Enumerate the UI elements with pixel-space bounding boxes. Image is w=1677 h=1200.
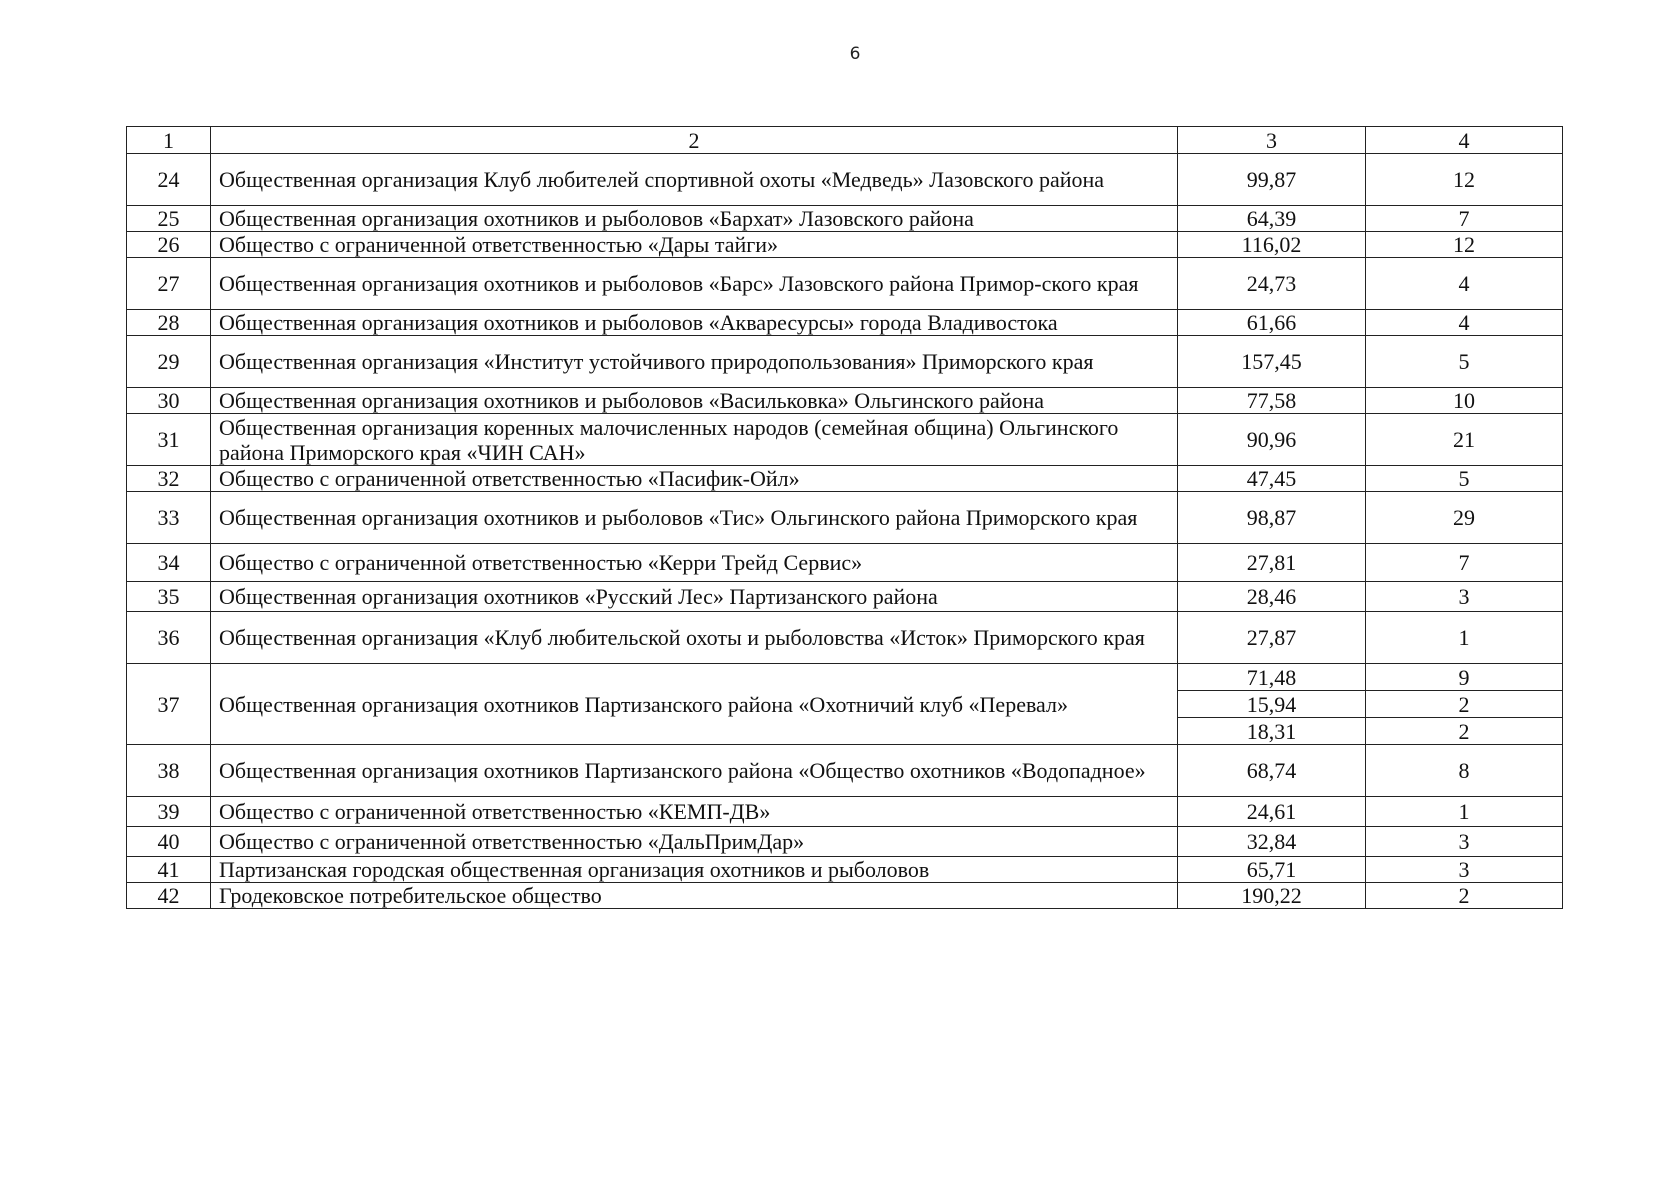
count-value: 4	[1366, 258, 1563, 310]
organization-name: Общество с ограниченной ответственностью «КЕМП-ДВ»	[211, 797, 1178, 827]
area-value: 65,71	[1178, 857, 1366, 883]
area-value: 28,46	[1178, 582, 1366, 612]
count-value: 3	[1366, 827, 1563, 857]
count-value: 7	[1366, 206, 1563, 232]
header-cell-1: 1	[127, 127, 211, 154]
area-value: 77,58	[1178, 388, 1366, 414]
organization-name: Общественная организация охотников «Русский Лес» Партизанского района	[211, 582, 1178, 612]
count-value: 9	[1366, 664, 1563, 691]
header-cell-3: 3	[1178, 127, 1366, 154]
row-number: 31	[127, 414, 211, 466]
row-number: 38	[127, 745, 211, 797]
area-value: 64,39	[1178, 206, 1366, 232]
table-row	[127, 857, 1563, 883]
organizations-table	[126, 126, 1563, 909]
row-number: 35	[127, 582, 211, 612]
header-cell-4: 4	[1366, 127, 1563, 154]
table-row	[127, 745, 1563, 797]
organization-name: Общественная организация охотников и рыболовов «Барс» Лазовского района Примор-ского края	[211, 258, 1178, 310]
count-value: 4	[1366, 310, 1563, 336]
row-number: 39	[127, 797, 211, 827]
row-number: 24	[127, 154, 211, 206]
row-number: 33	[127, 492, 211, 544]
row-number: 36	[127, 612, 211, 664]
organization-name: Общество с ограниченной ответственностью «Керри Трейд Сервис»	[211, 544, 1178, 582]
organization-name: Общественная организация охотников и рыболовов «Тис» Ольгинского района Приморского края	[211, 492, 1178, 544]
area-value: 15,94	[1178, 691, 1366, 718]
organization-name: Общественная организация охотников и рыболовов «Акваресурсы» города Владивостока	[211, 310, 1178, 336]
table-row	[127, 154, 1563, 206]
organization-name: Общественная организация «Институт устойчивого природопользования» Приморского края	[211, 336, 1178, 388]
row-number: 37	[127, 664, 211, 745]
table-row	[127, 492, 1563, 544]
count-value: 1	[1366, 797, 1563, 827]
row-number: 42	[127, 883, 211, 909]
count-value: 2	[1366, 718, 1563, 745]
area-value: 90,96	[1178, 414, 1366, 466]
organization-name: Общество с ограниченной ответственностью «ДальПримДар»	[211, 827, 1178, 857]
table-row	[127, 466, 1563, 492]
table-row	[127, 336, 1563, 388]
row-number: 30	[127, 388, 211, 414]
table-row	[127, 827, 1563, 857]
organization-name: Общественная организация коренных малочисленных народов (семейная община) Ольгинского района Приморского края «ЧИН САН»	[211, 414, 1178, 466]
count-value: 7	[1366, 544, 1563, 582]
table-row	[127, 388, 1563, 414]
table-row	[127, 258, 1563, 310]
organization-name: Общественная организация охотников и рыболовов «Васильковка» Ольгинского района	[211, 388, 1178, 414]
row-number: 26	[127, 232, 211, 258]
table-row	[127, 582, 1563, 612]
organization-name: Общество с ограниченной ответственностью «Пасифик-Ойл»	[211, 466, 1178, 492]
organization-name: Партизанская городская общественная организация охотников и рыболовов	[211, 857, 1178, 883]
area-value: 18,31	[1178, 718, 1366, 745]
count-value: 3	[1366, 857, 1563, 883]
area-value: 47,45	[1178, 466, 1366, 492]
row-number: 25	[127, 206, 211, 232]
table-row	[127, 232, 1563, 258]
area-value: 32,84	[1178, 827, 1366, 857]
table-row	[127, 612, 1563, 664]
table-body	[127, 127, 1563, 909]
count-value: 5	[1366, 466, 1563, 492]
row-number: 27	[127, 258, 211, 310]
row-number: 32	[127, 466, 211, 492]
row-number: 34	[127, 544, 211, 582]
count-value: 8	[1366, 745, 1563, 797]
count-value: 1	[1366, 612, 1563, 664]
row-number: 40	[127, 827, 211, 857]
organization-name: Общественная организация Клуб любителей спортивной охоты «Медведь» Лазовского района	[211, 154, 1178, 206]
area-value: 98,87	[1178, 492, 1366, 544]
organization-name: Общественная организация «Клуб любительской охоты и рыболовства «Исток» Приморского края	[211, 612, 1178, 664]
area-value: 24,61	[1178, 797, 1366, 827]
count-value: 3	[1366, 582, 1563, 612]
row-number: 41	[127, 857, 211, 883]
area-value: 71,48	[1178, 664, 1366, 691]
row-number: 28	[127, 310, 211, 336]
count-value: 2	[1366, 883, 1563, 909]
page-number: 6	[849, 44, 861, 64]
table-header-row	[127, 127, 1563, 154]
area-value: 99,87	[1178, 154, 1366, 206]
table-row	[127, 544, 1563, 582]
row-number: 29	[127, 336, 211, 388]
count-value: 10	[1366, 388, 1563, 414]
organization-name: Общественная организация охотников Партизанского района «Общество охотников «Водопадное»	[211, 745, 1178, 797]
area-value: 116,02	[1178, 232, 1366, 258]
area-value: 27,87	[1178, 612, 1366, 664]
area-value: 61,66	[1178, 310, 1366, 336]
table-row	[127, 414, 1563, 466]
table-row	[127, 883, 1563, 909]
organization-name: Общественная организация охотников и рыболовов «Бархат» Лазовского района	[211, 206, 1178, 232]
area-value: 24,73	[1178, 258, 1366, 310]
table-row	[127, 206, 1563, 232]
table-row	[127, 664, 1563, 691]
count-value: 5	[1366, 336, 1563, 388]
count-value: 12	[1366, 232, 1563, 258]
table-row	[127, 797, 1563, 827]
area-value: 157,45	[1178, 336, 1366, 388]
count-value: 2	[1366, 691, 1563, 718]
area-value: 27,81	[1178, 544, 1366, 582]
area-value: 190,22	[1178, 883, 1366, 909]
count-value: 12	[1366, 154, 1563, 206]
header-cell-2: 2	[211, 127, 1178, 154]
count-value: 21	[1366, 414, 1563, 466]
organization-name: Общество с ограниченной ответственностью «Дары тайги»	[211, 232, 1178, 258]
count-value: 29	[1366, 492, 1563, 544]
organization-name: Общественная организация охотников Партизанского района «Охотничий клуб «Перевал»	[211, 664, 1178, 745]
organization-name: Гродековское потребительское общество	[211, 883, 1178, 909]
table-row	[127, 310, 1563, 336]
area-value: 68,74	[1178, 745, 1366, 797]
